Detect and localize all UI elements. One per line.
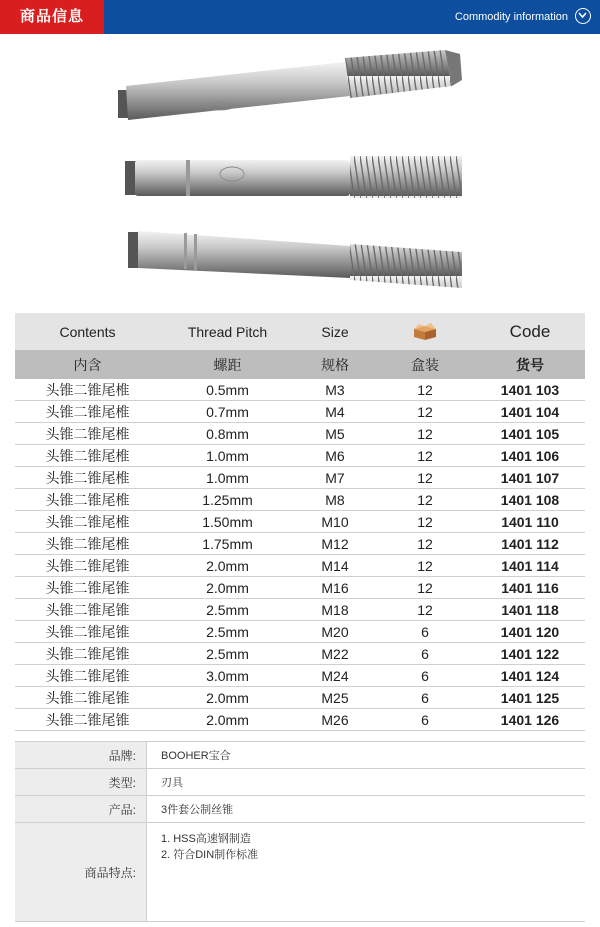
table-cell: 2.0mm xyxy=(206,557,249,574)
table-cell: 1401 104 xyxy=(500,403,560,420)
spec-header-chinese xyxy=(15,350,585,379)
table-cell: M6 xyxy=(325,447,345,464)
table-cell: M20 xyxy=(321,623,349,640)
table-cell: 头锥二锥尾锥 xyxy=(45,645,130,662)
feature-item: 2. 符合DIN制作标准 xyxy=(161,849,259,861)
section-english-title: Commodity information xyxy=(454,11,568,23)
table-row xyxy=(15,709,585,731)
table-row xyxy=(15,379,585,401)
table-cell: 12 xyxy=(417,403,433,420)
table-cell: 2.5mm xyxy=(206,623,249,640)
table-cell: 1401 103 xyxy=(500,381,560,398)
table-cell: 1401 116 xyxy=(501,579,559,596)
table-cell: M24 xyxy=(321,667,349,684)
table-cell: 6 xyxy=(421,711,429,728)
col-size-cn: 规格 xyxy=(321,356,349,373)
info-row-brand xyxy=(15,742,585,769)
table-cell: 头锥二锥尾锥 xyxy=(45,557,130,574)
table-cell: 1401 108 xyxy=(500,491,560,508)
table-cell: 1.75mm xyxy=(202,535,253,552)
spec-header-english xyxy=(15,313,585,350)
table-cell: 头锥二锥尾锥 xyxy=(45,667,130,684)
table-row xyxy=(15,643,585,665)
brand-value: BOOHER宝合 xyxy=(146,742,585,768)
table-cell: 1401 126 xyxy=(500,711,560,728)
table-cell: 6 xyxy=(421,623,429,640)
table-cell: 1.0mm xyxy=(206,469,249,486)
table-cell: 12 xyxy=(417,557,433,574)
table-cell: 头锥二锥尾椎 xyxy=(45,513,130,530)
col-thread-pitch: Thread Pitch xyxy=(187,323,268,340)
section-header-bar xyxy=(0,0,600,34)
table-cell: 头锥二锥尾锥 xyxy=(45,601,130,618)
table-cell: 6 xyxy=(421,645,429,662)
tap-3 xyxy=(128,231,462,288)
table-row xyxy=(15,621,585,643)
table-row xyxy=(15,665,585,687)
table-cell: 头锥二锥尾椎 xyxy=(45,469,130,486)
table-cell: 1401 120 xyxy=(500,623,560,640)
col-code-cn: 货号 xyxy=(516,356,544,373)
table-row xyxy=(15,555,585,577)
table-cell: 头锥二锥尾锥 xyxy=(45,711,130,728)
table-cell: M14 xyxy=(321,557,349,574)
product-label: 产品: xyxy=(15,796,146,822)
table-row xyxy=(15,423,585,445)
info-row-features xyxy=(15,823,585,922)
info-table xyxy=(15,741,585,922)
table-cell: 1401 105 xyxy=(500,425,560,442)
table-row xyxy=(15,489,585,511)
product-photo xyxy=(0,36,600,311)
col-size: Size xyxy=(321,323,349,340)
table-cell: 1401 125 xyxy=(500,689,560,706)
table-cell: 6 xyxy=(421,667,429,684)
table-cell: 12 xyxy=(417,513,433,530)
table-cell: M22 xyxy=(321,645,349,662)
spec-table xyxy=(15,313,585,731)
table-cell: 0.5mm xyxy=(206,381,249,398)
table-cell: 12 xyxy=(417,601,433,618)
table-cell: 2.0mm xyxy=(206,711,249,728)
table-cell: 头锥二锥尾椎 xyxy=(45,491,130,508)
features-value xyxy=(146,823,585,921)
col-box xyxy=(375,322,475,340)
chevron-down-icon[interactable] xyxy=(575,8,591,24)
table-cell: 2.0mm xyxy=(206,689,249,706)
table-cell: 1401 112 xyxy=(501,535,559,552)
table-cell: 头锥二锥尾锥 xyxy=(45,689,130,706)
table-cell: 头锥二锥尾椎 xyxy=(45,447,130,464)
table-cell: 1.50mm xyxy=(202,513,253,530)
table-cell: 头锥二锥尾锥 xyxy=(45,579,130,596)
table-cell: 1401 106 xyxy=(500,447,560,464)
table-cell: 1401 107 xyxy=(500,469,560,486)
table-cell: 1401 114 xyxy=(501,557,559,574)
box-icon xyxy=(412,323,438,341)
table-cell: 头锥二锥尾椎 xyxy=(45,381,130,398)
table-cell: 1.0mm xyxy=(206,447,249,464)
section-tag: 商品信息 xyxy=(0,0,104,34)
tap-2 xyxy=(125,156,462,198)
table-cell: 6 xyxy=(421,689,429,706)
col-pitch-cn: 螺距 xyxy=(213,356,242,373)
table-cell: 12 xyxy=(417,579,433,596)
type-label: 类型: xyxy=(15,769,146,795)
info-row-type xyxy=(15,769,585,796)
product-value: 3件套公制丝锥 xyxy=(146,796,585,822)
spec-rows xyxy=(15,379,585,731)
type-value: 刃具 xyxy=(146,769,585,795)
table-cell: 12 xyxy=(417,447,433,464)
table-cell: M12 xyxy=(321,535,349,552)
info-row-product xyxy=(15,796,585,823)
table-cell: 1401 118 xyxy=(501,601,559,618)
table-cell: 2.5mm xyxy=(206,645,249,662)
table-cell: M18 xyxy=(321,601,349,618)
table-cell: M8 xyxy=(325,491,345,508)
table-cell: 0.7mm xyxy=(206,403,249,420)
table-cell: M5 xyxy=(325,425,345,442)
table-cell: 头锥二锥尾椎 xyxy=(45,535,130,552)
table-cell: M4 xyxy=(325,403,345,420)
table-cell: 头锥二锥尾椎 xyxy=(45,425,130,442)
table-cell: M25 xyxy=(321,689,349,706)
features-label: 商品特点: xyxy=(15,823,146,921)
table-row xyxy=(15,467,585,489)
table-cell: 1.25mm xyxy=(202,491,253,508)
tap-1 xyxy=(118,50,462,120)
table-cell: M7 xyxy=(325,469,345,486)
table-cell: 12 xyxy=(417,425,433,442)
feature-item: 1. HSS高速钢制造 xyxy=(161,833,251,845)
table-row xyxy=(15,445,585,467)
table-cell: 1401 124 xyxy=(500,667,560,684)
table-cell: 12 xyxy=(417,381,433,398)
table-row xyxy=(15,599,585,621)
table-cell: M10 xyxy=(321,513,349,530)
table-cell: 3.0mm xyxy=(206,667,249,684)
col-box-cn: 盒装 xyxy=(411,356,439,373)
table-cell: M16 xyxy=(321,579,349,596)
table-cell: 头锥二锥尾椎 xyxy=(45,403,130,420)
table-cell: M3 xyxy=(325,381,345,398)
table-cell: 2.0mm xyxy=(206,579,249,596)
table-row xyxy=(15,687,585,709)
table-row xyxy=(15,533,585,555)
brand-label: 品牌: xyxy=(15,742,146,768)
table-row xyxy=(15,401,585,423)
table-cell: 2.5mm xyxy=(206,601,249,618)
table-cell: 头锥二锥尾锥 xyxy=(45,623,130,640)
table-row xyxy=(15,511,585,533)
table-cell: 12 xyxy=(417,491,433,508)
table-cell: 1401 110 xyxy=(501,513,559,530)
col-contents: Contents xyxy=(59,323,116,340)
table-cell: 12 xyxy=(417,535,433,552)
table-cell: 1401 122 xyxy=(500,645,560,662)
table-row xyxy=(15,577,585,599)
col-code: Code xyxy=(509,321,551,341)
table-cell: 12 xyxy=(417,469,433,486)
table-cell: 0.8mm xyxy=(206,425,249,442)
col-contents-cn: 内含 xyxy=(73,356,102,373)
table-cell: M26 xyxy=(321,711,349,728)
